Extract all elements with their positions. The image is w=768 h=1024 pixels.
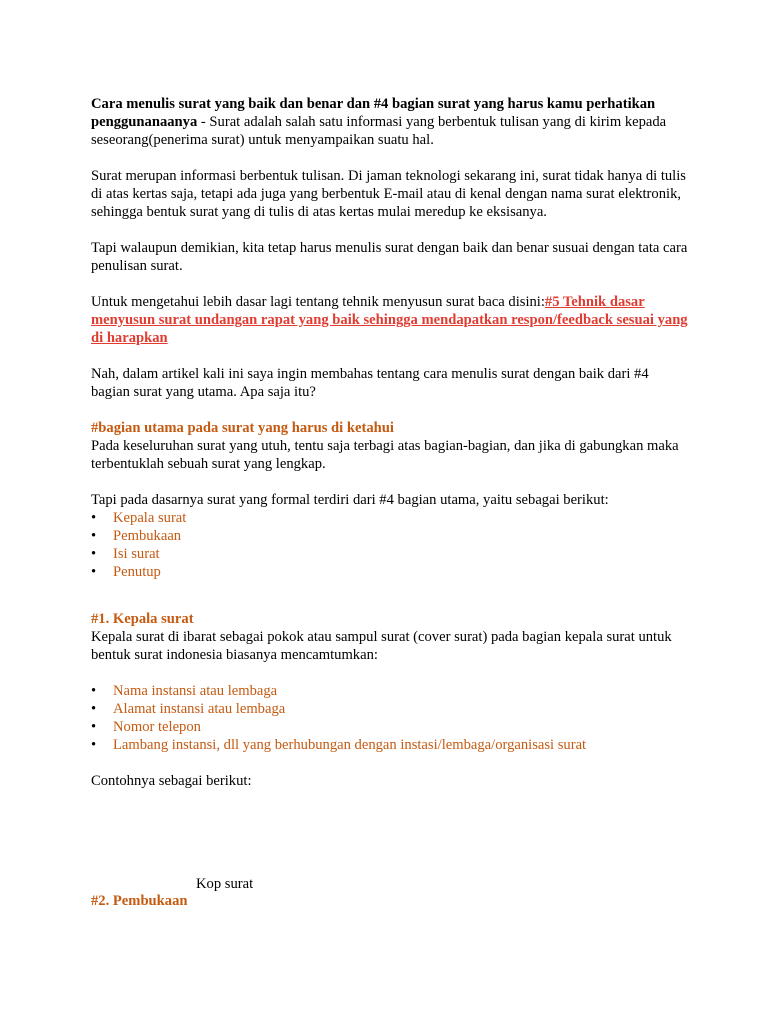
paragraph-3-text: Untuk mengetahui lebih dasar lagi tentang tehnik menyusun surat baca disini:: [91, 294, 545, 310]
list-item: • Kepala surat: [91, 509, 691, 527]
paragraph-2: Tapi walaupun demikian, kita tetap harus menulis surat dengan baik dan benar susuai dengan tata cara penulisan surat.: [91, 240, 688, 274]
intro-text: - Surat adalah salah satu informasi yang berbentuk tulisan yang di kirim kepada seseorang(penerima surat) untuk menyampaikan suatu hal.: [91, 114, 667, 148]
section-1: [91, 610, 691, 790]
paragraph-5: Tapi pada dasarnya surat yang formal terdiri dari #4 bagian utama, yaitu sebagai berikut:: [91, 492, 609, 508]
section-1-heading: #1. Kepala surat: [91, 611, 194, 627]
kop-surat-caption: Kop surat: [196, 876, 254, 892]
list-item: • Nama instansi atau lembaga: [91, 682, 691, 700]
section-main-heading: #bagian utama pada surat yang harus di ketahui: [91, 420, 394, 436]
paragraph-1: Surat merupan informasi berbentuk tulisan. Di jaman teknologi sekarang ini, surat tidak hanya di tulis di atas kertas saja, tetapi ada juga yang berbentuk E-mail atau di kenal dengan nama surat elektronik, sehingga bentuk surat yang di tulis di atas kertas mulai meredup ke eksisanya.: [91, 168, 686, 220]
list-item: • Lambang instansi, dll yang berhubungan dengan instasi/lembaga/organisasi surat: [91, 736, 691, 754]
section-main-text: Pada keseluruhan surat yang utuh, tentu saja terbagi atas bagian-bagian, dan jika di gabungkan maka terbentuklah sebuah surat yang lengkap.: [91, 438, 679, 472]
list-item: • Alamat instansi atau lembaga: [91, 700, 691, 718]
example-intro: Contohnya sebagai berikut:: [91, 773, 252, 789]
paragraph-4: Nah, dalam artikel kali ini saya ingin membahas tentang cara menulis surat dengan baik dari #4 bagian surat yang utama. Apa saja itu?: [91, 366, 649, 400]
paragraph-3: [91, 293, 691, 347]
list-item: • Pembukaan: [91, 527, 691, 545]
related-article-link[interactable]: #5 Tehnik dasar menyusun surat undangan rapat yang baik sehingga mendapatkan respon/feedback sesuai yang di harapkan: [91, 294, 688, 346]
document-body: [91, 95, 691, 581]
parts-list: [91, 509, 691, 581]
section-2-heading: #2. Pembukaan: [91, 893, 188, 909]
intro-paragraph: [91, 95, 691, 149]
article-title: Cara menulis surat yang baik dan benar dan #4 bagian surat yang harus kamu perhatikan penggunanaanya: [91, 96, 656, 130]
section-1-text: Kepala surat di ibarat sebagai pokok atau sampul surat (cover surat) pada bagian kepala surat untuk bentuk surat indonesia biasanya mencamtumkan:: [91, 629, 672, 663]
header-elements-list: [91, 682, 691, 754]
list-item: • Isi surat: [91, 545, 691, 563]
list-item: • Penutup: [91, 563, 691, 581]
list-item: • Nomor telepon: [91, 718, 691, 736]
